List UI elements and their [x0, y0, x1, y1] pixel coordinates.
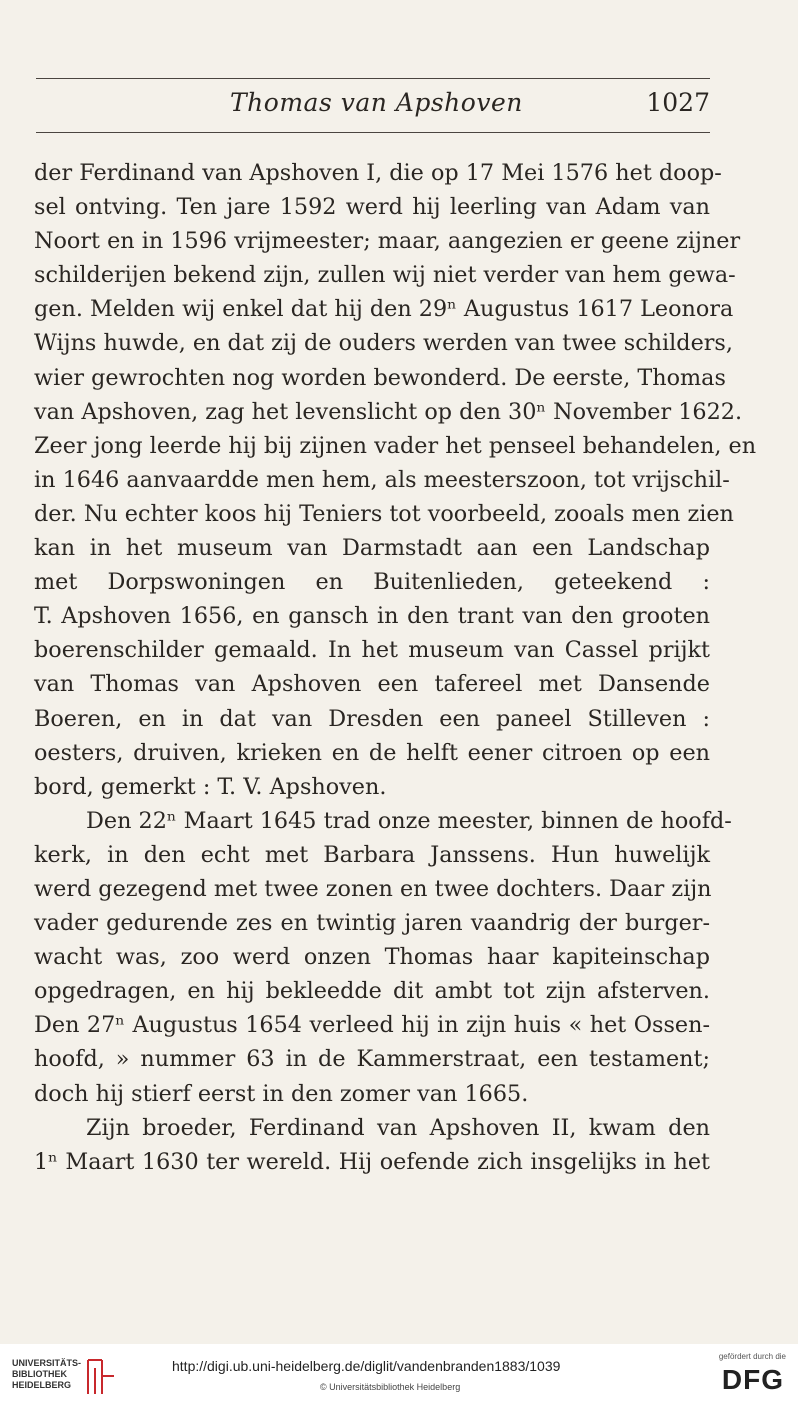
text-line: wier gewrochten nog worden bewonderd. De eerste, Thomas [34, 364, 726, 391]
header-rule-bottom [36, 132, 710, 133]
text-line: schilderijen bekend zijn, zullen wij niet verder van hem gewa- [34, 262, 736, 289]
library-logo[interactable] [12, 1354, 122, 1398]
text-line: T. Apshoven 1656, en gansch in den trant van den grooten [34, 603, 710, 630]
text-line: gen. Melden wij enkel dat hij den 29ⁿ Augustus 1617 Leonora [34, 296, 734, 323]
header-rule-top [36, 78, 710, 79]
text-line: Den 22ⁿ Maart 1645 trad onze meester, binnen de hoofd- [86, 807, 732, 834]
text-line: Boeren, en in dat van Dresden een paneel Stilleven : [34, 705, 710, 732]
text-line: van Apshoven, zag het levenslicht op den 30ⁿ November 1622. [34, 398, 743, 425]
text-line: Zijn broeder, Ferdinand van Apshoven II, kwam den [86, 1114, 710, 1141]
library-mark-icon [80, 1354, 120, 1398]
text-line: Den 27ⁿ Augustus 1654 verleed hij in zijn huis « het Ossen- [34, 1012, 710, 1039]
text-line: in 1646 aanvaardde men hem, als meesterszoon, tot vrijschil- [34, 466, 730, 493]
dfg-logo[interactable]: DFG [721, 1364, 784, 1395]
text-line: kan in het museum van Darmstadt aan een Landschap [34, 535, 710, 562]
text-line: kerk, in den echt met Barbara Janssens. Hun huwelijk [34, 841, 710, 868]
text-line: wacht was, zoo werd onzen Thomas haar kapiteinschap [34, 944, 710, 971]
body-text [34, 156, 757, 1179]
text-line: bord, gemerkt : T. V. Apshoven. [34, 773, 387, 800]
text-line: Zeer jong leerde hij bij zijnen vader het penseel behandelen, en [34, 432, 757, 459]
text-line: Noort en in 1596 vrijmeester; maar, aangezien er geene zijner [34, 228, 741, 255]
running-title: Thomas van Apshoven [230, 88, 523, 117]
text-line: opgedragen, en hij bekleedde dit ambt tot zijn afsterven. [34, 978, 710, 1005]
text-line: sel ontving. Ten jare 1592 werd hij leerling van Adam van [34, 194, 710, 221]
text-line: oesters, druiven, krieken en de helft eener citroen op een [34, 739, 710, 766]
text-line: met Dorpswoningen en Buitenlieden, geteekend : [34, 569, 710, 596]
source-url-link[interactable]: http://digi.ub.uni-heidelberg.de/diglit/vandenbranden1883/1039 [172, 1358, 561, 1374]
text-line: doch hij stierf eerst in den zomer van 1665. [34, 1080, 529, 1107]
page-number: 1027 [646, 88, 710, 117]
text-line: 1ⁿ Maart 1630 ter wereld. Hij oefende zich insgelijks in het [34, 1148, 710, 1175]
digitization-footer [0, 1344, 798, 1404]
text-line: van Thomas van Apshoven een tafereel met Dansende [34, 671, 710, 698]
text-line: hoofd, » nummer 63 in de Kammerstraat, een testament; [34, 1046, 710, 1073]
copyright-notice: © Universitätsbibliothek Heidelberg [320, 1382, 461, 1392]
text-line: der Ferdinand van Apshoven I, die op 17 Mei 1576 het doop- [34, 160, 722, 186]
funding-label: gefördert durch die [718, 1352, 786, 1361]
text-line: Wijns huwde, en dat zij de ouders werden van twee schilders, [34, 330, 733, 357]
text-line: vader gedurende zes en twintig jaren vaandrig der burger- [34, 910, 710, 937]
text-line: der. Nu echter koos hij Teniers tot voorbeeld, zooals men zien [34, 500, 734, 527]
text-line: werd gezegend met twee zonen en twee dochters. Daar zijn [34, 875, 712, 902]
library-name: UNIVERSITÄTS- BIBLIOTHEK HEIDELBERG [12, 1358, 82, 1390]
text-line: boerenschilder gemaald. In het museum van Cassel prijkt [34, 637, 710, 664]
